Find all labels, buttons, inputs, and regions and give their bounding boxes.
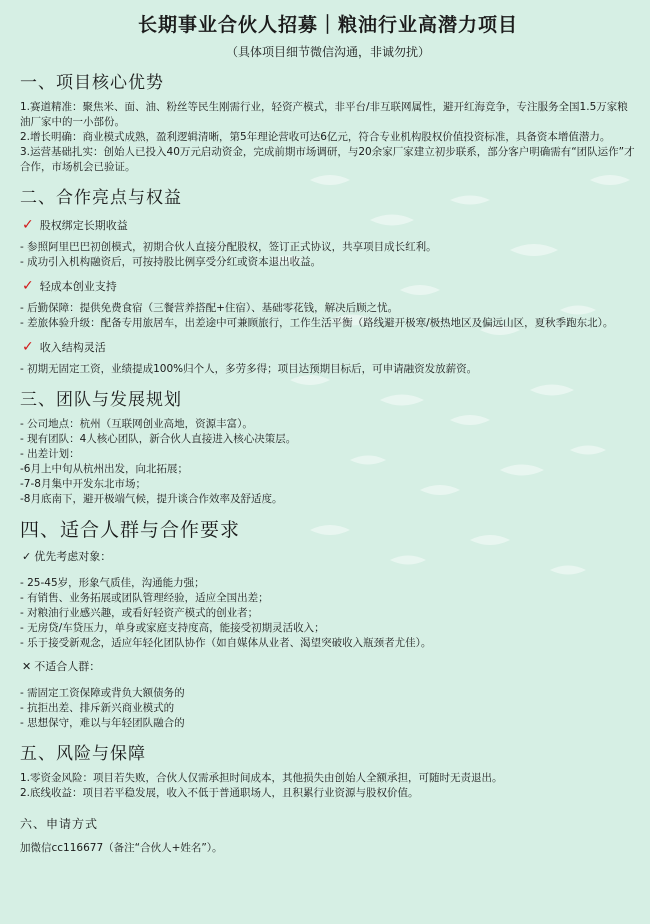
risk-point: 1.零资金风险：项目若失败，合伙人仅需承担时间成本，其他损失由创始人全额承担，可随时无责退出。	[20, 772, 503, 784]
list-item: -8月底南下，避开极端气候，提升谈合作效率及舒适度。	[20, 493, 283, 505]
preferred-list	[20, 576, 636, 651]
check-icon: ✓	[22, 339, 34, 355]
list-item: - 后勤保障：提供免费食宿（三餐营养搭配+住宿）、基础零花钱，解决后顾之忧。	[20, 302, 399, 314]
section-heading-risk: 五、风险与保障	[20, 744, 146, 764]
list-item: - 公司地点：杭州（互联网创业高地，资源丰富）。	[20, 418, 253, 430]
not-suitable-label-row	[22, 659, 636, 675]
list-item: - 对粮油行业感兴趣，或看好轻资产模式的创业者；	[20, 607, 259, 619]
highlight-title: 股权绑定长期收益	[39, 219, 128, 232]
advantage-point: 3.运营基础扎实：创始人已投入40万元启动资金，完成前期市场调研，与20余家厂家建立初步联系，部分客户明确需有“团队运作”才合作，市场机会已验证。	[20, 146, 635, 173]
section-heading-audience: 四、适合人群与合作要求	[20, 519, 241, 541]
advantage-point: 2.增长明确：商业模式成熟，盈利逻辑清晰，第5年理论营收可达6亿元，符合专业机构股权价值投资标准，具备资本增值潜力。	[20, 131, 611, 143]
team-list	[20, 417, 636, 507]
not-suitable-list	[20, 686, 636, 731]
risk-point: 2.底线收益：项目若平稳发展，收入不低于普通职场人，且积累行业资源与股权价值。	[20, 787, 419, 799]
page-title: 长期事业合伙人招募｜粮油行业高潜力项目	[137, 14, 518, 36]
preferred-label-row	[22, 549, 636, 565]
list-item: -6月上中旬从杭州出发，向北拓展；	[20, 463, 188, 475]
apply-text: 加微信cc116677（备注“合伙人+姓名”）。	[20, 842, 223, 854]
check-icon: ✓	[22, 550, 32, 563]
check-icon: ✓	[22, 217, 34, 233]
list-item: - 有销售、业务拓展或团队管理经验，适应全国出差；	[20, 592, 269, 604]
list-item: - 差旅体验升级：配备专用旅居车，出差途中可兼顾旅行，工作生活平衡（路线避开极寒/极热地区及偏远山区，夏秋季跑东北）。	[20, 317, 614, 329]
highlight-group-title	[22, 339, 636, 356]
list-item: - 现有团队：4人核心团队，新合伙人直接进入核心决策层。	[20, 433, 297, 445]
list-item: - 参照阿里巴巴初创模式，初期合伙人直接分配股权，签订正式协议，共享项目成长红利。	[20, 241, 437, 253]
list-item: - 出差计划：	[20, 448, 80, 460]
not-suitable-label: 不适合人群：	[34, 660, 101, 673]
section-heading-highlights: 二、合作亮点与权益	[20, 188, 182, 208]
list-item: - 乐于接受新观念，适应年轻化团队协作（如自媒体从业者、渴望突破收入瓶颈者尤佳）。	[20, 637, 432, 649]
highlight-group-title	[22, 278, 636, 295]
highlight-group-title	[22, 217, 636, 234]
cross-icon: ✕	[22, 660, 32, 673]
list-item: - 成功引入机构融资后，可按持股比例享受分红或资本退出收益。	[20, 256, 322, 268]
section-heading-advantages: 一、项目核心优势	[20, 73, 164, 93]
list-item: - 抗拒出差、排斥新兴商业模式的	[20, 702, 175, 714]
list-item: -7-8月集中开发东北市场；	[20, 478, 146, 490]
highlight-title: 轻成本创业支持	[39, 280, 117, 293]
highlight-list	[20, 362, 636, 377]
highlight-title: 收入结构灵活	[39, 341, 106, 354]
page-subtitle: （具体项目细节微信沟通，非诚勿扰）	[225, 45, 430, 59]
section-heading-apply: 六、申请方式	[20, 817, 99, 831]
list-item: - 25-45岁，形象气质佳，沟通能力强；	[20, 577, 205, 589]
list-item: - 无房贷/车贷压力，单身或家庭支持度高，能接受初期灵活收入；	[20, 622, 325, 634]
advantage-point: 1.赛道精准：聚焦米、面、油、粉丝等民生刚需行业，轻资产模式，非平台/非互联网属性，避开红海竞争，专注服务全国1.5万家粮油厂家中的一小部份。	[20, 101, 628, 128]
list-item: - 思想保守，难以与年轻团队融合的	[20, 717, 185, 729]
highlight-list	[20, 240, 636, 270]
preferred-label: 优先考虑对象：	[34, 550, 112, 563]
list-item: - 初期无固定工资，业绩提成100%归个人，多劳多得；项目达预期目标后，可申请融资发放薪资。	[20, 363, 478, 375]
highlight-list	[20, 301, 636, 331]
check-icon: ✓	[22, 278, 34, 294]
section-heading-team: 三、团队与发展规划	[20, 390, 182, 410]
list-item: - 需固定工资保障或背负大额债务的	[20, 687, 185, 699]
